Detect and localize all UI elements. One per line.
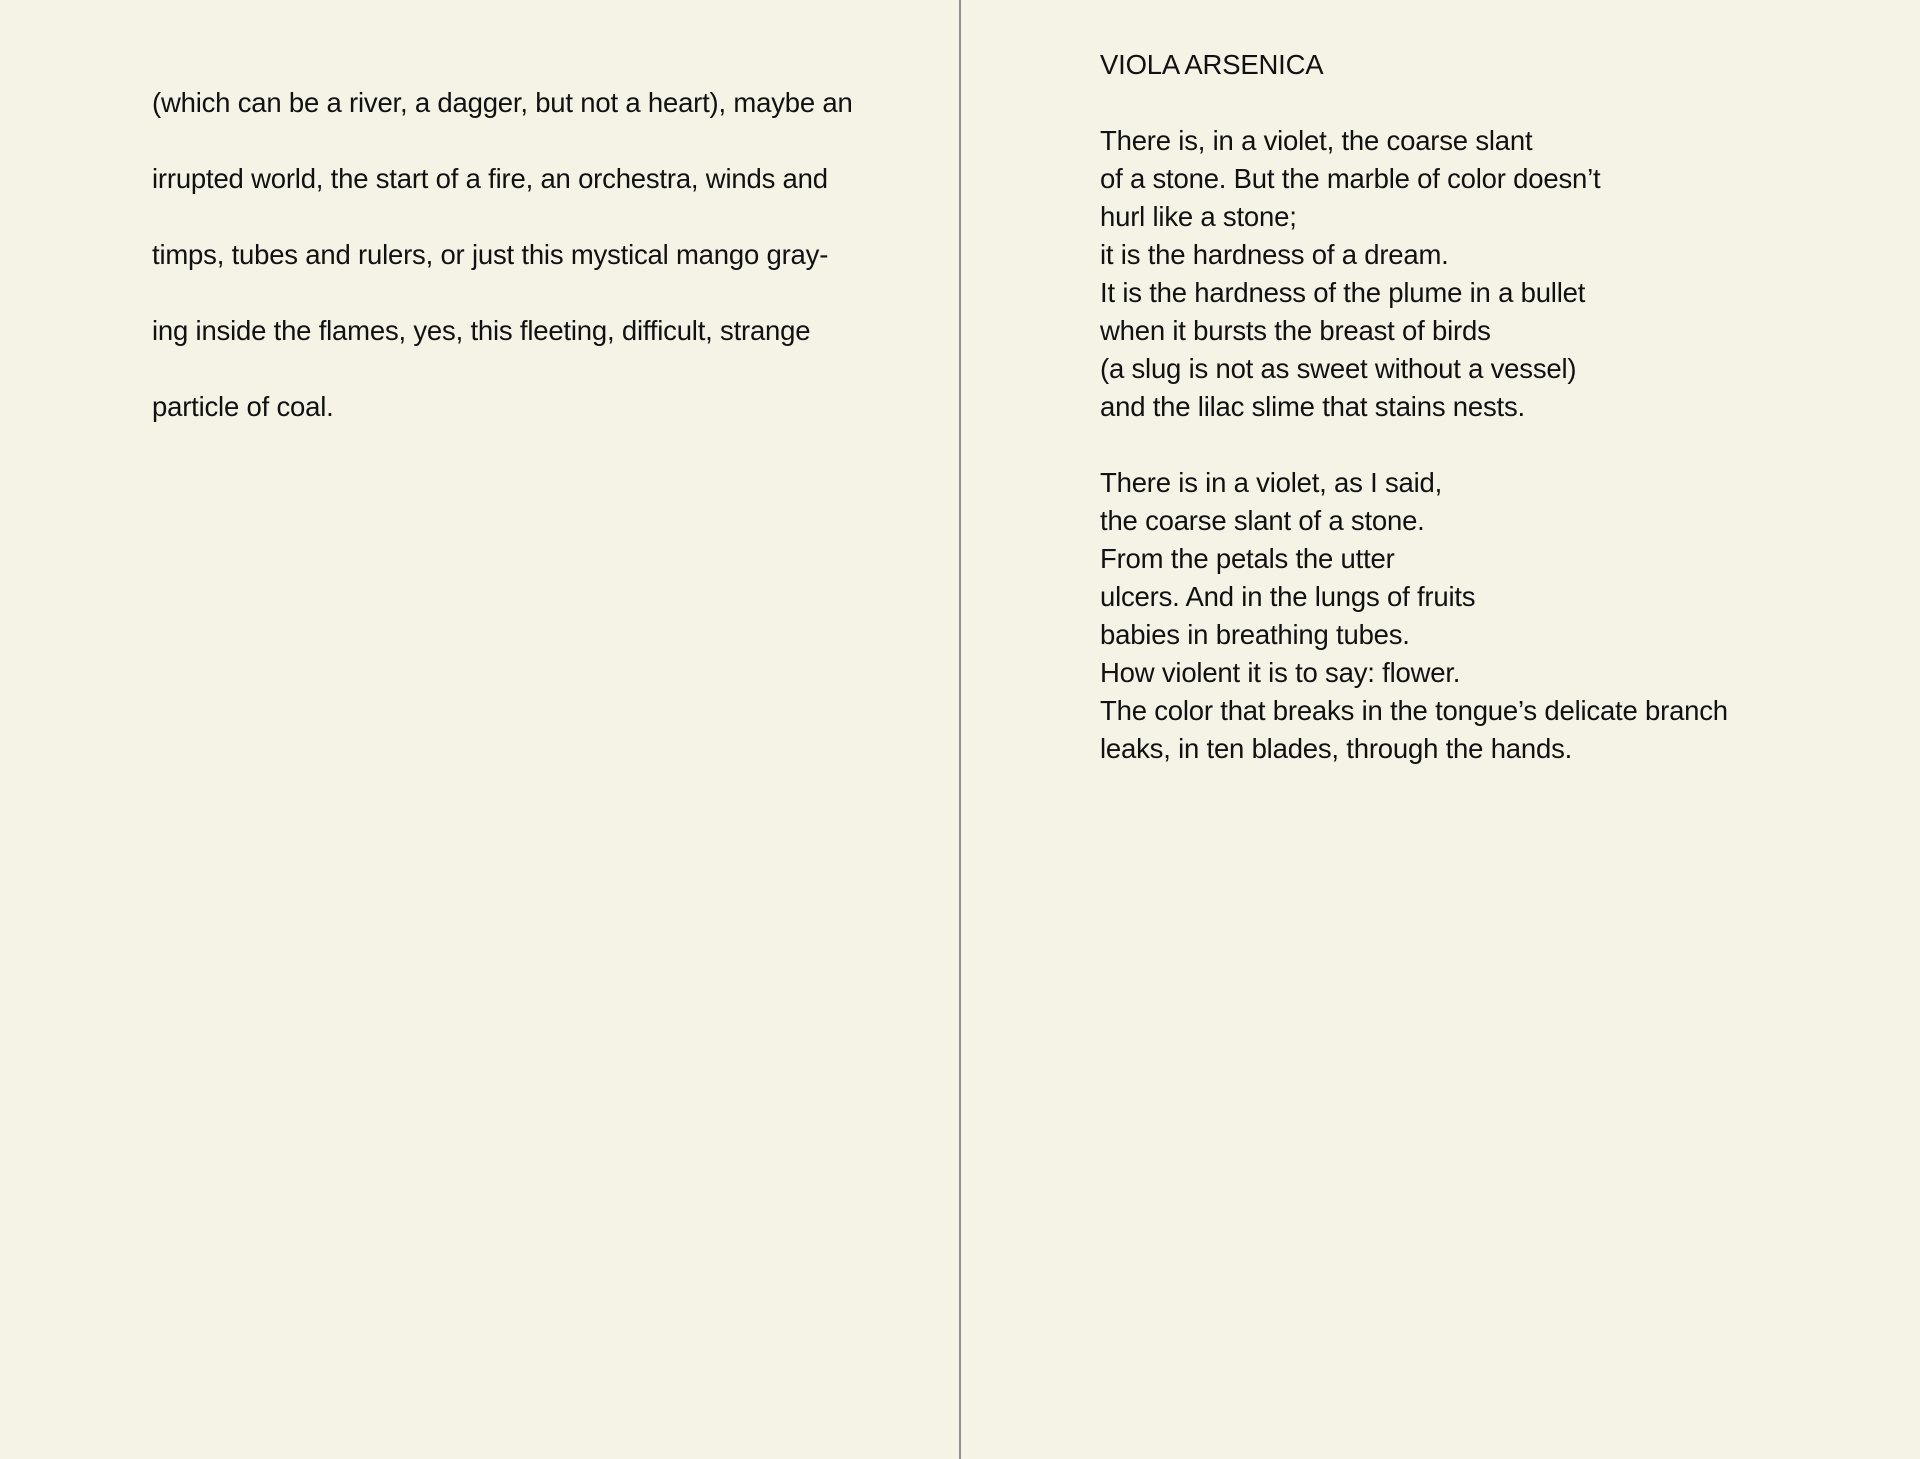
poem-line: it is the hardness of a dream. <box>1100 239 1449 270</box>
poem-line: hurl like a stone; <box>1100 201 1297 232</box>
right-page <box>961 0 1920 1459</box>
poem-line: of a stone. But the marble of color doesn’t <box>1100 163 1601 194</box>
left-page-text <box>152 46 872 464</box>
poem-line: How violent it is to say: flower. <box>1100 657 1461 688</box>
poem-line: when it bursts the breast of birds <box>1100 315 1491 346</box>
poem-line: and the lilac slime that stains nests. <box>1100 391 1525 422</box>
left-text-line-1: (which can be a river, a dagger, but not a heart), maybe an <box>152 87 853 118</box>
poem-line: (a slug is not as sweet without a vessel) <box>1100 353 1577 384</box>
left-text-line-2: irrupted world, the start of a fire, an orchestra, winds and <box>152 163 828 194</box>
poem-line: babies in breathing tubes. <box>1100 619 1410 650</box>
poem-stanza-2 <box>1100 464 1840 768</box>
poem-line: From the petals the utter <box>1100 543 1395 574</box>
poem-line: ulcers. And in the lungs of fruits <box>1100 581 1476 612</box>
poem-stanza-1 <box>1100 122 1840 426</box>
poem-line: There is, in a violet, the coarse slant <box>1100 125 1533 156</box>
poem-line: leaks, in ten blades, through the hands. <box>1100 733 1573 764</box>
poem <box>1100 46 1840 806</box>
left-page <box>0 0 959 1459</box>
poem-line: It is the hardness of the plume in a bullet <box>1100 277 1586 308</box>
poem-line: The color that breaks in the tongue’s delicate branch <box>1100 695 1728 726</box>
poem-title: VIOLA ARSENICA <box>1100 49 1324 80</box>
left-text-line-5: particle of coal. <box>152 391 334 422</box>
left-text-line-4: ing inside the flames, yes, this fleeting, difficult, strange <box>152 315 811 346</box>
poem-line: There is in a violet, as I said, <box>1100 467 1443 498</box>
left-text-line-3: timps, tubes and rulers, or just this mystical mango gray- <box>152 239 829 270</box>
poem-line: the coarse slant of a stone. <box>1100 505 1425 536</box>
